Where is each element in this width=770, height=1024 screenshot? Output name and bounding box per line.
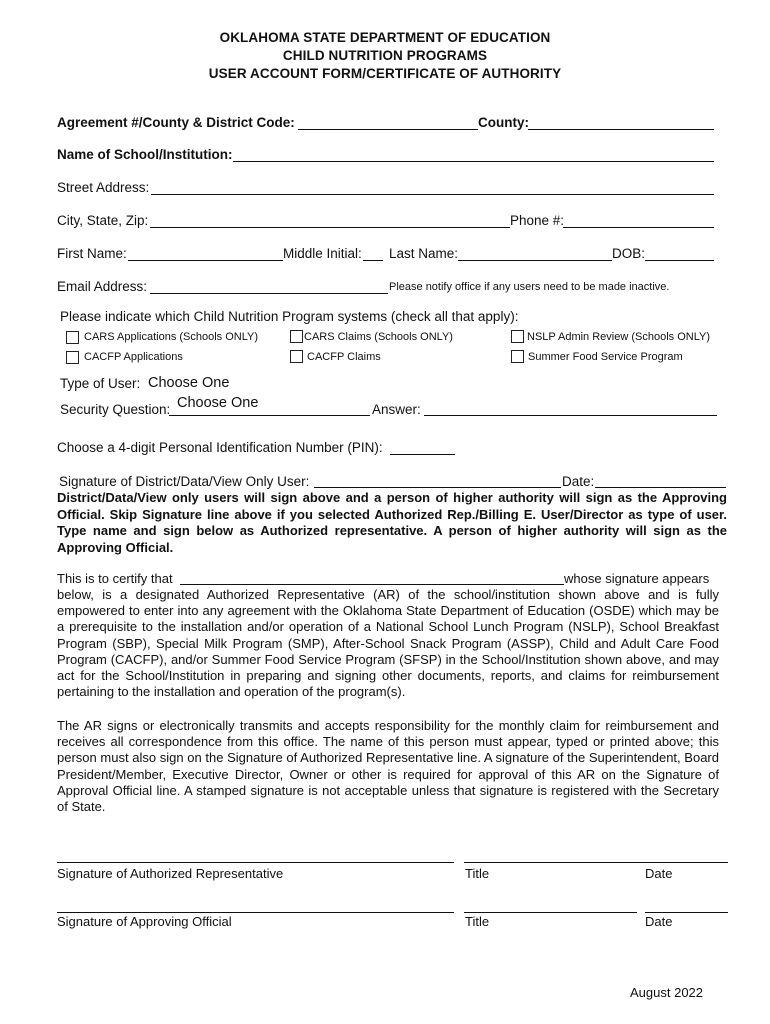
- security-question-select[interactable]: Choose One: [177, 395, 259, 411]
- nslp-admin-review-checkbox[interactable]: [511, 330, 524, 343]
- dob-label: DOB:: [612, 246, 646, 261]
- district-signature-label: Signature of District/Data/View Only User:: [59, 474, 310, 489]
- certify-body: below, is a designated Authorized Representative (AR) of the school/institution shown above and is fully empowered to enter into any agreement with the Oklahoma State Department of Education (OSDE) which may be a prerequisite to the installation and/or operation of a National School Lunch Program (NSLP), School Breakfast Program (SBP), Special Milk Program (SMP), After-School Snack Program (ASSP), Child and Adult Care Food Program (CACFP), and/or Summer Food Service Program (SFSP) in the School/Institution shown above, and may act for the School/Institution in preparing and signing other documents, reports, and claims for reimbursement pertaining to the installation and operation of the program(s).: [57, 587, 719, 700]
- ar-date-label: Date: [645, 866, 673, 881]
- approving-title-line[interactable]: [464, 912, 637, 913]
- last-name-field[interactable]: [458, 260, 612, 261]
- form-title: USER ACCOUNT FORM/CERTIFICATE OF AUTHORITY: [208, 66, 562, 81]
- district-signature-field[interactable]: [314, 487, 561, 488]
- security-question-underline: [169, 415, 370, 416]
- cars-claims-checkbox[interactable]: [290, 330, 303, 343]
- ar-signature-line[interactable]: [57, 862, 454, 863]
- approving-title-label: Title: [465, 914, 490, 929]
- county-label: County:: [478, 115, 529, 130]
- school-label: Name of School/Institution:: [57, 147, 233, 162]
- ar-title-date-line[interactable]: [464, 862, 728, 863]
- cacfp-claims-label: CACFP Claims: [307, 351, 381, 363]
- email-label: Email Address:: [57, 279, 148, 294]
- programs-prompt: Please indicate which Child Nutrition Program systems (check all that apply):: [60, 309, 519, 324]
- cacfp-applications-label: CACFP Applications: [84, 351, 183, 363]
- agreement-label: Agreement #/County & District Code:: [57, 115, 295, 130]
- inactive-note: Please notify office if any users need to be made inactive.: [389, 281, 670, 293]
- sfsp-checkbox[interactable]: [511, 350, 524, 363]
- city-label: City, State, Zip:: [57, 213, 149, 228]
- answer-label: Answer:: [372, 402, 421, 417]
- certify-name-field[interactable]: [180, 584, 564, 585]
- answer-field[interactable]: [424, 415, 717, 416]
- nslp-admin-review-label: NSLP Admin Review (Schools ONLY): [527, 331, 710, 343]
- approving-signature-line[interactable]: [57, 912, 454, 913]
- signature-instructions: District/Data/View only users will sign above and a person of higher authority will sign as the Approving Official. Skip Signature line above if you selected Authorized Rep./Billing E. User/Director as type of user. Type name and sign below as Authorized representative. A person of higher authority will sign as the Approving Official.: [57, 490, 727, 555]
- certify-lead: This is to certify that: [57, 571, 173, 586]
- cacfp-claims-checkbox[interactable]: [290, 350, 303, 363]
- dob-field[interactable]: [645, 260, 714, 261]
- cars-claims-label: CARS Claims (Schools ONLY): [304, 331, 453, 343]
- phone-label: Phone #:: [510, 213, 565, 228]
- approving-date-label: Date: [645, 914, 673, 929]
- form-program-title: CHILD NUTRITION PROGRAMS: [282, 48, 488, 63]
- city-field[interactable]: [150, 227, 510, 228]
- approving-date-line[interactable]: [645, 912, 728, 913]
- user-type-select[interactable]: Choose One: [148, 375, 230, 391]
- pin-field[interactable]: [390, 454, 455, 455]
- certify-tail: whose signature appears: [564, 571, 710, 586]
- ar-signature-label: Signature of Authorized Representative: [57, 866, 284, 881]
- sfsp-label: Summer Food Service Program: [528, 351, 683, 363]
- cars-applications-label: CARS Applications (Schools ONLY): [84, 331, 259, 343]
- county-field[interactable]: [528, 129, 714, 130]
- security-question-label: Security Question:: [60, 402, 171, 417]
- street-label: Street Address:: [57, 180, 150, 195]
- cars-applications-checkbox[interactable]: [66, 331, 79, 344]
- ar-paragraph: The AR signs or electronically transmits and accepts responsibility for the monthly claim for reimbursement and receives all correspondence from this office. The name of this person must appear, typed or printed above; this person must also sign on the Signature of Authorized Representative line. A signature of the Superintendent, Board President/Member, Executive Director, Owner or other is required for approval of this AR on the Signature of Approval Official line. A stamped signature is not acceptable unless that signature is registered with the Secretary of State.: [57, 718, 719, 815]
- school-field[interactable]: [233, 161, 714, 162]
- cacfp-applications-checkbox[interactable]: [66, 351, 79, 364]
- revision-date: August 2022: [630, 985, 704, 1000]
- first-name-label: First Name:: [57, 246, 127, 261]
- pin-label: Choose a 4-digit Personal Identification Number (PIN):: [57, 440, 383, 455]
- agreement-field[interactable]: [298, 129, 478, 130]
- middle-initial-label: Middle Initial:: [283, 246, 362, 261]
- middle-initial-field[interactable]: [363, 260, 383, 261]
- email-field[interactable]: [150, 293, 388, 294]
- ar-title-label: Title: [465, 866, 490, 881]
- street-field[interactable]: [151, 194, 714, 195]
- district-date-label: Date:: [562, 474, 595, 489]
- first-name-field[interactable]: [128, 260, 283, 261]
- last-name-label: Last Name:: [389, 246, 459, 261]
- phone-field[interactable]: [563, 227, 714, 228]
- district-date-field[interactable]: [595, 487, 726, 488]
- form-agency-title: OKLAHOMA STATE DEPARTMENT OF EDUCATION: [219, 30, 551, 45]
- user-type-label: Type of User:: [60, 376, 141, 391]
- approving-signature-label: Signature of Approving Official: [57, 914, 232, 929]
